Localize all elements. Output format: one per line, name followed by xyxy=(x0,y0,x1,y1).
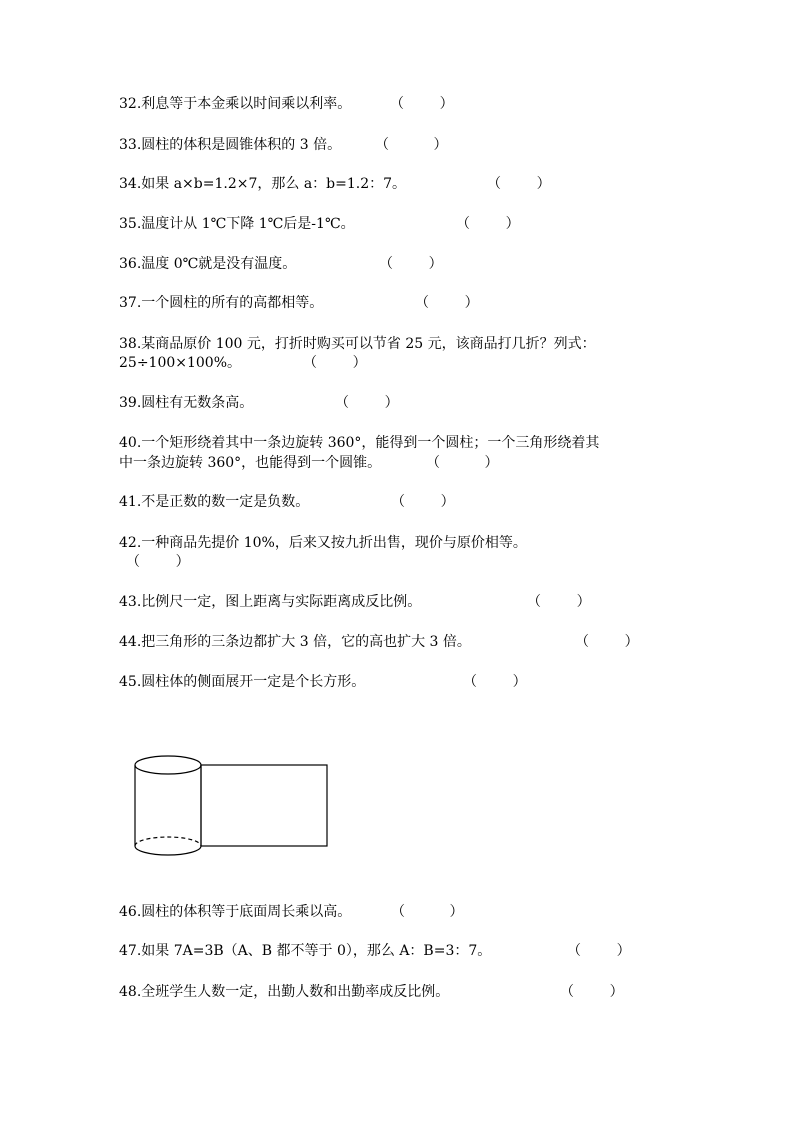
answer-blank[interactable]: （ ） xyxy=(567,943,631,959)
question-text: 41.不是正数的数一定是负数。 xyxy=(119,494,310,510)
question-32 xyxy=(119,94,351,114)
question-text: 47.如果 7A=3B（A、B 都不等于 0），那么 A：B=3：7。 xyxy=(119,943,492,959)
cylinder-bottom-back-arc xyxy=(135,837,201,846)
question-33 xyxy=(119,135,341,155)
answer-blank[interactable]: （ ） xyxy=(379,256,443,272)
question-48 xyxy=(119,982,449,1002)
question-39 xyxy=(119,393,253,413)
answer-blank[interactable]: （ ） xyxy=(391,494,455,510)
question-text: 42.一种商品先提价 10%，后来又按九折出售，现价与原价相等。 xyxy=(119,535,527,551)
question-text: 32.利息等于本金乘以时间乘以利率。 xyxy=(119,96,352,112)
question-text: 45.圆柱体的侧面展开一定是个长方形。 xyxy=(119,674,366,690)
answer-blank[interactable]: （ ） xyxy=(575,634,639,650)
answer-blank[interactable]: （ ） xyxy=(426,455,499,471)
question-40 xyxy=(119,433,599,453)
answer-blank[interactable]: （ ） xyxy=(487,176,551,192)
question-text: 44.把三角形的三条边都扩大 3 倍，它的高也扩大 3 倍。 xyxy=(119,634,471,650)
question-text: 48.全班学生人数一定，出勤人数和出勤率成反比例。 xyxy=(119,984,450,1000)
question-text: 37.一个圆柱的所有的高都相等。 xyxy=(119,295,324,311)
question-44 xyxy=(119,632,471,652)
cylinder-bottom-front-arc xyxy=(135,846,201,855)
question-38-line2: 25÷100×100%。 xyxy=(119,355,242,371)
question-text: 33.圆柱的体积是圆锥体积的 3 倍。 xyxy=(119,137,342,153)
question-41 xyxy=(119,492,309,512)
answer-blank[interactable]: （ ） xyxy=(126,554,190,570)
question-text: 35.温度计从 1℃下降 1℃后是-1℃。 xyxy=(119,216,355,232)
answer-blank[interactable]: （ ） xyxy=(415,295,479,311)
question-46 xyxy=(119,902,351,922)
question-text: 43.比例尺一定，图上距离与实际距离成反比例。 xyxy=(119,594,422,610)
question-42 xyxy=(119,533,527,553)
question-38 xyxy=(119,334,596,354)
question-text: 40.一个矩形绕着其中一条边旋转 360°，能得到一个圆柱；一个三角形绕着其 xyxy=(119,435,600,451)
cylinder-top-ellipse xyxy=(135,756,201,774)
question-text: 34.如果 a×b=1.2×7，那么 a：b=1.2：7。 xyxy=(119,176,407,192)
question-35 xyxy=(119,214,355,234)
question-text: 36.温度 0℃就是没有温度。 xyxy=(119,256,297,272)
question-45 xyxy=(119,672,365,692)
answer-blank[interactable]: （ ） xyxy=(560,984,624,1000)
question-37 xyxy=(119,293,323,313)
question-43 xyxy=(119,592,421,612)
question-text: 46.圆柱的体积等于底面周长乘以高。 xyxy=(119,904,352,920)
question-40-line2: 中一条边旋转 360°，也能得到一个圆锥。 xyxy=(119,455,382,471)
unrolled-rectangle xyxy=(201,765,327,846)
question-34 xyxy=(119,174,406,194)
question-text: 38.某商品原价 100 元，打折时购买可以节省 25 元，该商品打几折？列式： xyxy=(119,336,596,352)
answer-blank[interactable]: （ ） xyxy=(391,904,464,920)
question-36 xyxy=(119,254,296,274)
answer-blank[interactable]: （ ） xyxy=(527,594,591,610)
question-47 xyxy=(119,941,491,961)
question-text: 39.圆柱有无数条高。 xyxy=(119,395,254,411)
answer-blank[interactable]: （ ） xyxy=(335,395,399,411)
answer-blank[interactable]: （ ） xyxy=(303,355,367,371)
answer-blank[interactable]: （ ） xyxy=(463,674,527,690)
answer-blank[interactable]: （ ） xyxy=(456,216,520,232)
cylinder-net-figure xyxy=(128,752,333,862)
answer-blank[interactable]: （ ） xyxy=(375,137,448,153)
answer-blank[interactable]: （ ） xyxy=(390,96,454,112)
